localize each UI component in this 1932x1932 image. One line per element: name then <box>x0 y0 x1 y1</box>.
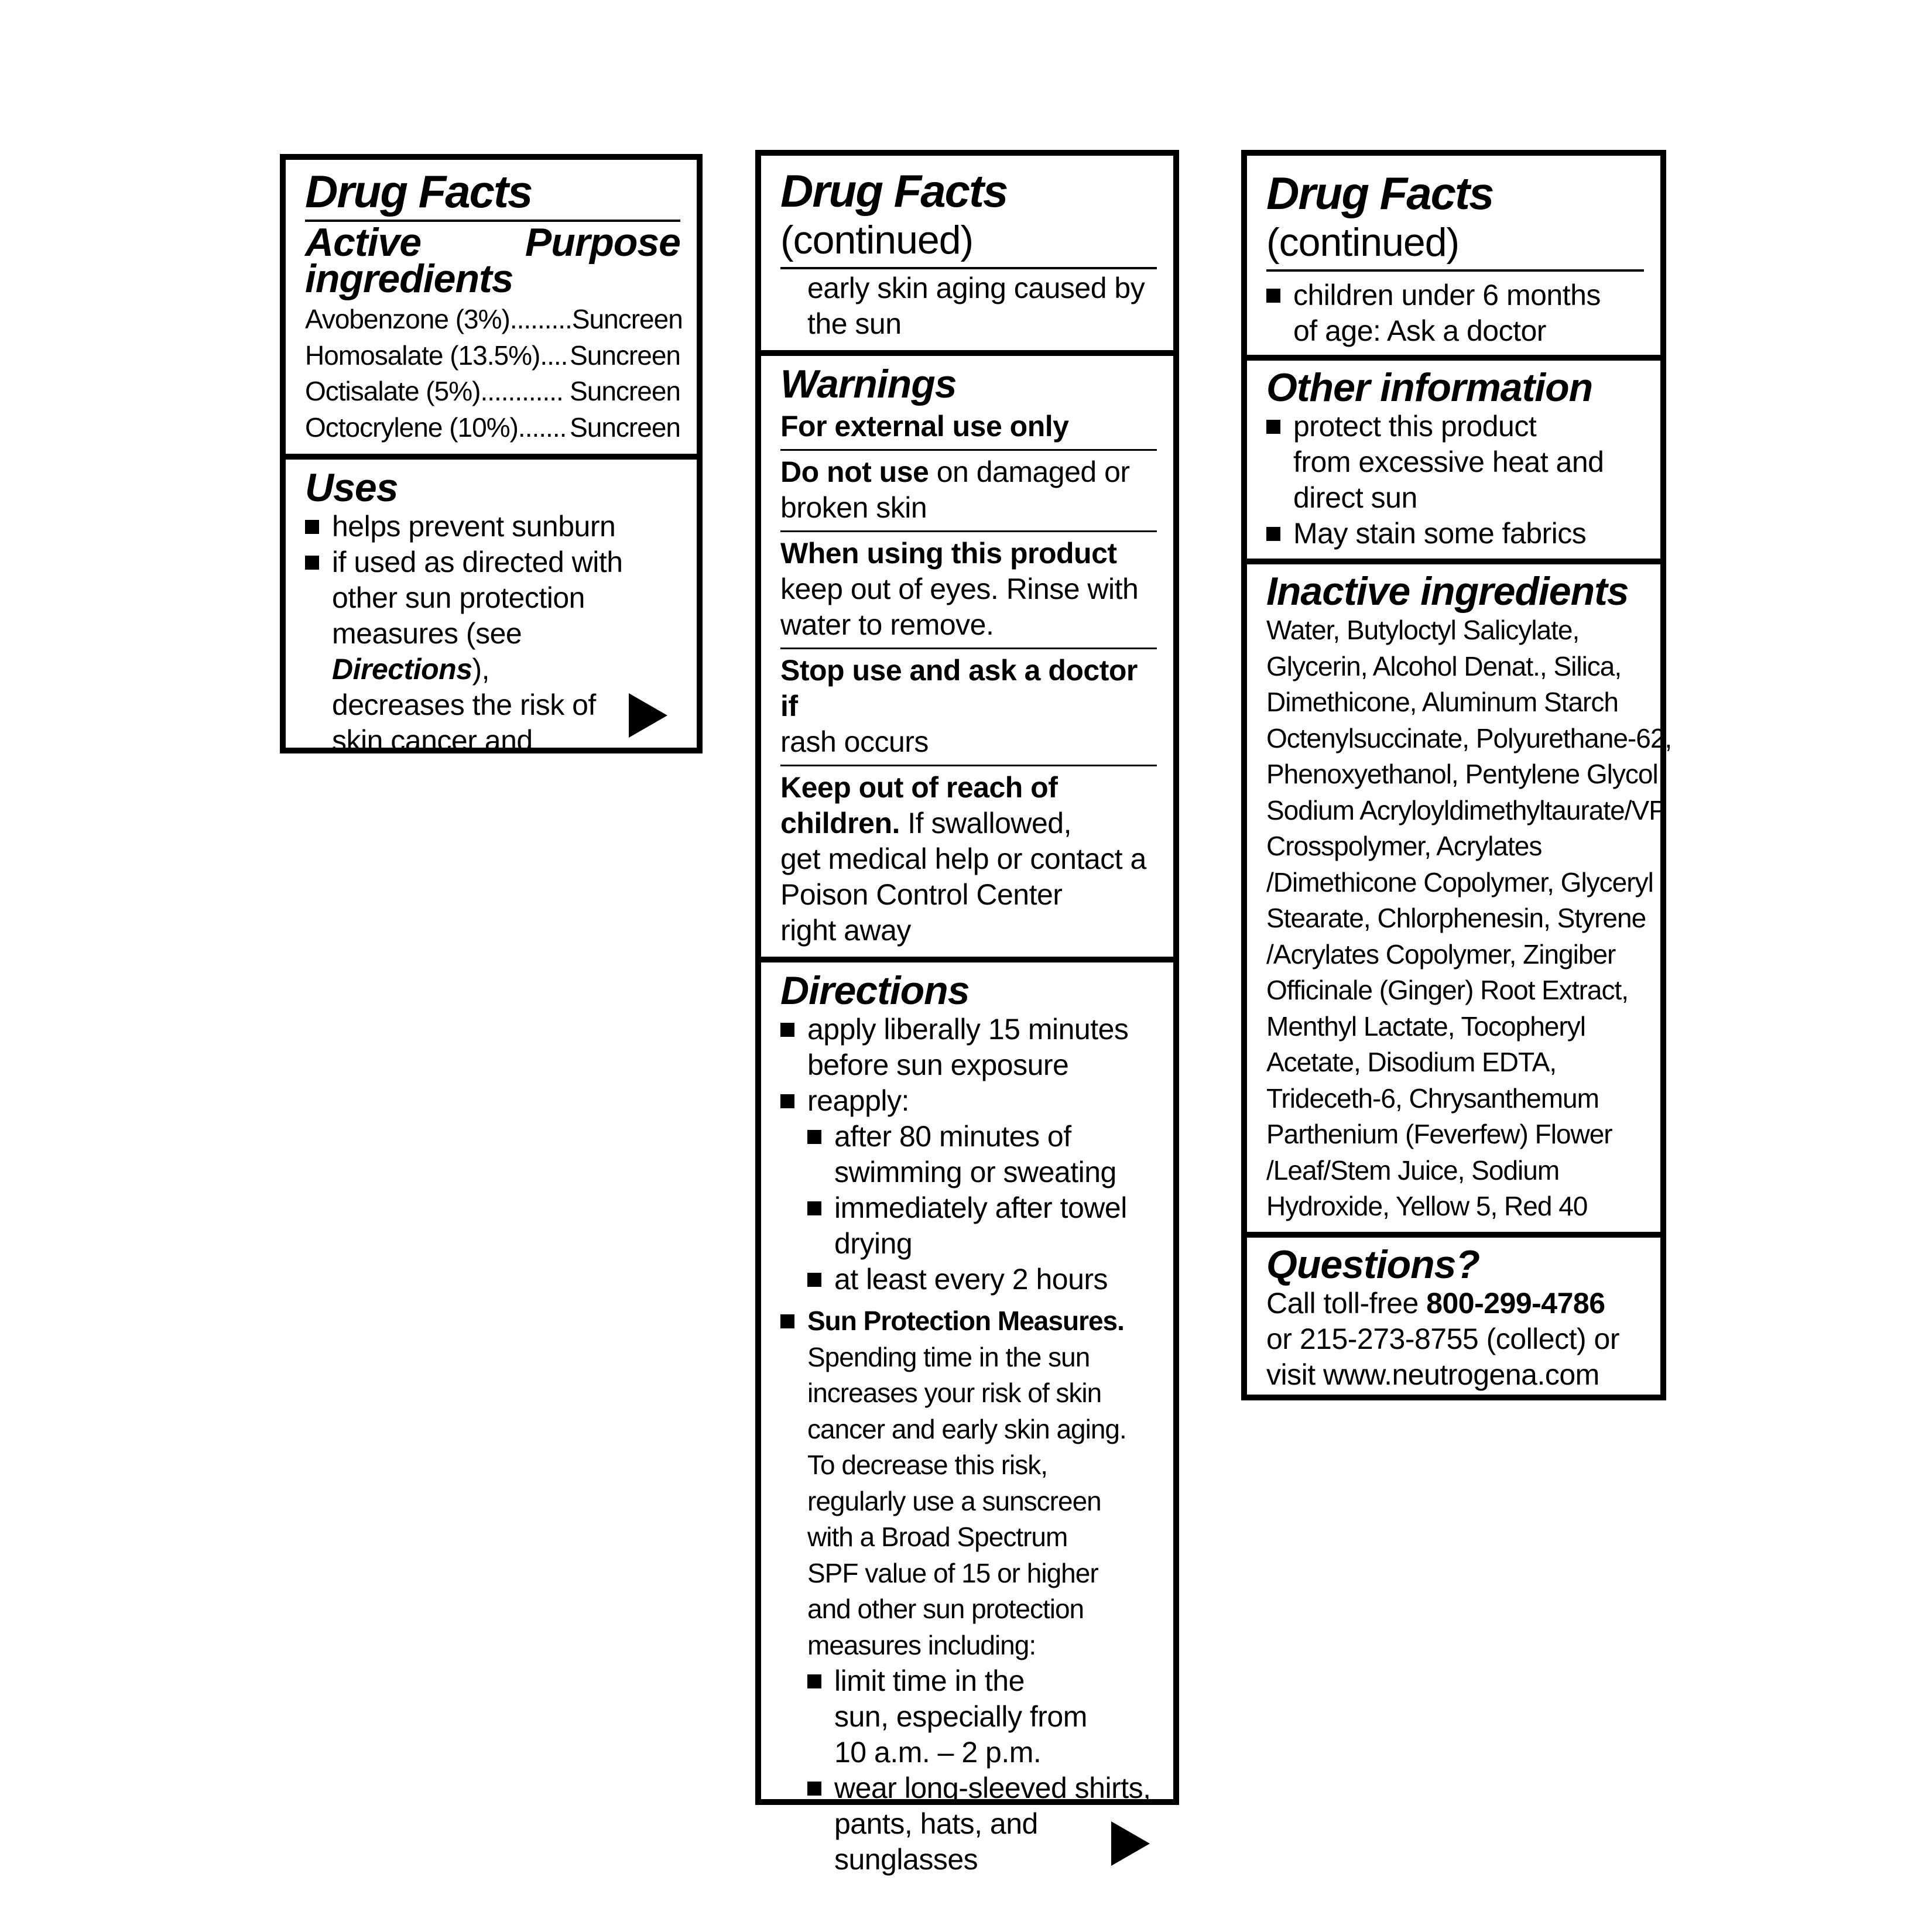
continue-arrow-icon <box>1111 1821 1150 1866</box>
ingredient-row: Homosalate (13.5%).... Suncreen <box>305 340 680 371</box>
uses-heading: Uses <box>305 465 398 510</box>
directions-subitem: wear long-sleeved shirts, pants, hats, and sunglasses <box>780 1770 1157 1878</box>
ingredient-row: Avobenzone (3%)......... Suncreen <box>305 304 683 334</box>
do-not-use-text: Do not use on damaged or broken skin <box>780 449 1157 530</box>
uses-section <box>286 454 697 759</box>
ingredient-row: Octocrylene (10%)....... Suncreen <box>305 412 680 443</box>
warnings-heading: Warnings <box>780 362 957 406</box>
directions-subitem: immediately after towel drying <box>780 1190 1157 1262</box>
drug-facts-panel-1 <box>280 154 703 757</box>
other-information-heading: Other information <box>1266 365 1593 410</box>
continued-section <box>761 156 1173 350</box>
ingredient-list <box>305 302 683 446</box>
continued-text: early skin aging caused by the sun <box>807 272 1145 340</box>
inactive-ingredients-list: Water, Butyloctyl Salicylate, Glycerin, Alcohol Denat., Silica, Dimethicone, Aluminum Starch Octenylsuccinate, Polyurethane-62, Phenoxyethanol, Pentylene Glycol, Sodium Acryloyldimethyltaurate/VP Crosspolymer, Acrylates /Dimethicone Copolymer, Glyceryl Stearate, Chlorphenesin, Styrene /Acrylates Copolymer, Zingiber Officinale (Ginger) Root Extract, Menthyl Lactate, Tocopheryl Acetate, Disodium EDTA, Trideceth-6, Chrysanthemum Parthenium (Feverfew) Flower /Leaf/Stem Juice, Sodium Hydroxide, Yellow 5, Red 40 <box>1266 615 1672 1221</box>
drug-facts-panel-3 <box>1241 150 1672 1400</box>
directions-reference: Directions <box>332 653 472 686</box>
continue-arrow-icon <box>629 693 667 738</box>
directions-subitem: limit time in the sun, especially from 10 a.m. – 2 p.m. <box>780 1663 1157 1770</box>
directions-heading: Directions <box>780 968 970 1013</box>
purpose-heading: Purpose <box>525 220 680 265</box>
inactive-ingredients-section <box>1247 559 1672 1232</box>
phone-number: 800-299-4786 <box>1426 1286 1605 1320</box>
stop-use-text: Stop use and ask a doctor if rash occurs <box>780 648 1157 765</box>
when-using-text: When using this product keep out of eyes. Rinse with water to remove. <box>780 530 1157 648</box>
ingredient-row: Octisalate (5%)............ Suncreen <box>305 376 680 406</box>
other-information-section <box>1247 355 1660 559</box>
panel-title: Drug Facts (continued) <box>780 167 1157 269</box>
warnings-section <box>761 350 1173 957</box>
directions-subitem: after 80 minutes of swimming or sweating <box>780 1119 1157 1190</box>
active-ingredients-section <box>286 160 697 454</box>
questions-text: Call toll-free 800-299-4786 or 215-273-8755 (collect) or visit www.neutrogena.com <box>1266 1286 1619 1391</box>
panel-title: Drug Facts <box>305 168 680 222</box>
directions-item: apply liberally 15 minutes before sun exposure <box>780 1012 1157 1083</box>
questions-section <box>1247 1232 1660 1393</box>
active-ingredients-heading: Active ingredients <box>305 220 513 301</box>
uses-item: if used as directed with other sun protection measures (see Directions), decreases the risk of skin cancer and <box>305 544 680 759</box>
panel-title: Drug Facts (continued) <box>1266 170 1644 272</box>
children-warning: children under 6 months of age: Ask a doctor <box>1266 278 1644 349</box>
other-information-item: May stain some fabrics <box>1266 516 1644 551</box>
uses-item: helps prevent sunburn <box>305 509 680 544</box>
directions-item: reapply: <box>780 1083 1157 1119</box>
questions-heading: Questions? <box>1266 1242 1480 1287</box>
directions-section <box>761 957 1173 1878</box>
continued-section <box>1247 156 1660 355</box>
other-information-item: protect this product from excessive heat and direct sun <box>1266 409 1644 516</box>
external-use-text: For external use only <box>780 410 1069 443</box>
keep-out-of-reach-text: Keep out of reach of children. If swallowed, get medical help or contact a Poison Control Center right away <box>780 765 1157 948</box>
sun-protection-measures: Sun Protection Measures. Spending time in the sun increases your risk of skin cancer and early skin aging. To decrease this risk, regularly use a sunscreen with a Broad Spectrum SPF value of 15 or higher and other sun protection measures including: <box>780 1303 1157 1663</box>
drug-facts-panel-2 <box>755 150 1179 1876</box>
inactive-ingredients-heading: Inactive ingredients <box>1266 569 1629 614</box>
directions-subitem: at least every 2 hours <box>780 1262 1157 1297</box>
